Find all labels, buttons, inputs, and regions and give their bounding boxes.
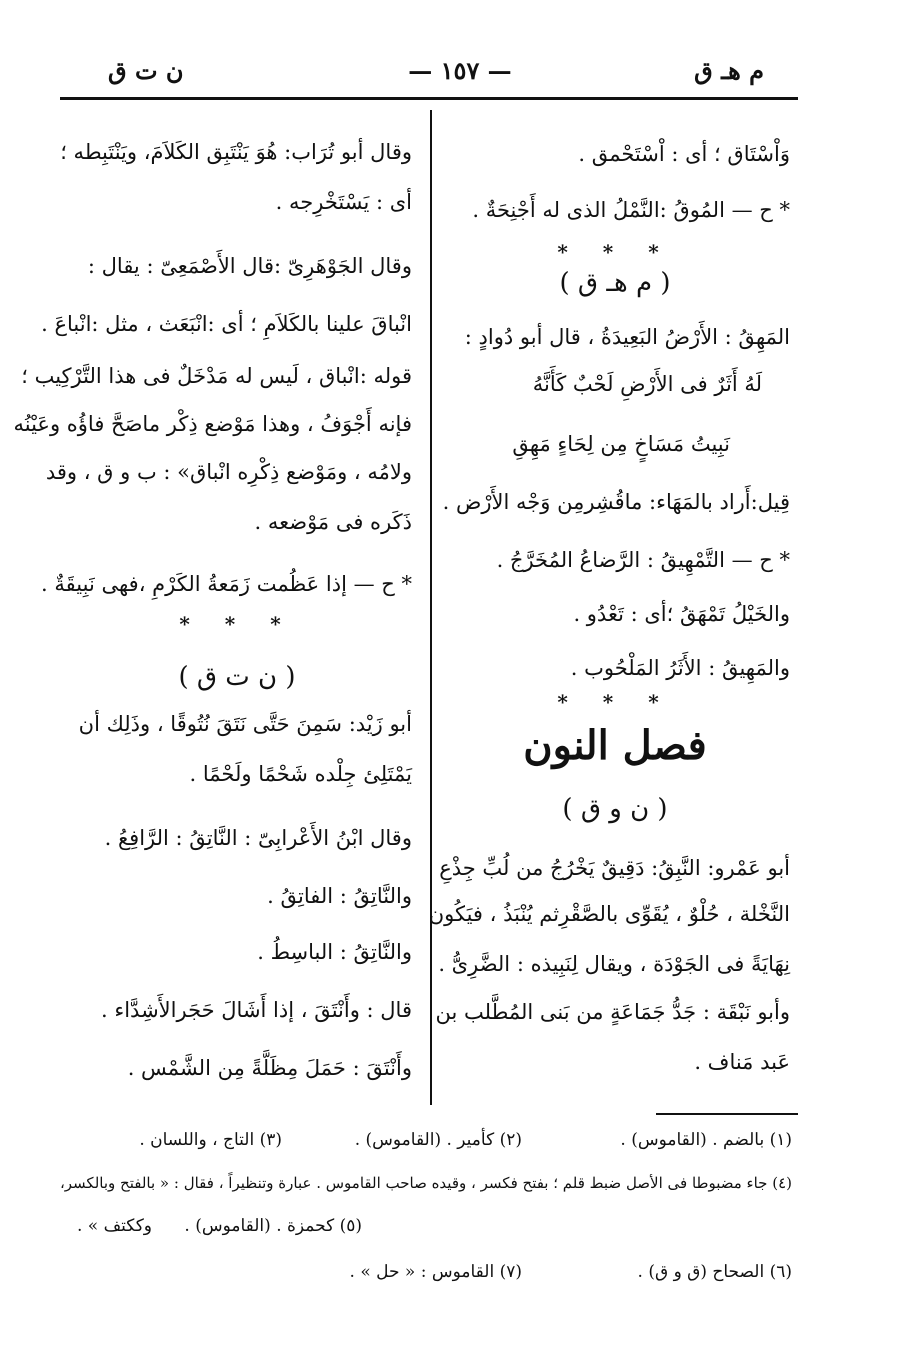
page-number: — ١٥٧ — xyxy=(408,56,512,85)
section-separator: * * * xyxy=(179,612,295,636)
text-line: انْباقَ علينا بالكَلاَمِ ؛ أى :انْبَعَث ، مثل :انْباعَ . xyxy=(41,312,412,336)
verse-line: لَهُ أَثَرٌ فى الأَرْضِ لَحْبٌ كَأَنَّهُ xyxy=(532,372,762,396)
text-line: قال : وأَنْتَقَ ، إذا أَشَالَ حَجَرالأَشِدَّاء . xyxy=(101,998,412,1022)
text-line: أبو زَيْد: سَمِنَ حَتَّى نَتَقَ نُتُوقًا ، وذَلِك أن xyxy=(78,712,412,736)
text-line: * ح — المُوقُ :النَّمْلُ الذى له أَجْنِحَةٌ . xyxy=(472,198,790,222)
text-line: والمَهِيقُ : الأَثَرُ المَلْحُوب . xyxy=(570,656,790,680)
text-line: أى : يَسْتَخْرِجه . xyxy=(275,190,412,214)
text-line: وقال الجَوْهَرِىّ :قال الأَصْمَعِىّ : يقال : xyxy=(87,254,412,278)
section-separator: * * * xyxy=(557,690,673,714)
chapter-heading: فصل النون xyxy=(523,722,707,769)
text-line: عَبد مَناف . xyxy=(694,1050,790,1074)
text-line: ذَكَره فى مَوْضعه . xyxy=(254,510,412,534)
section-separator: * * * xyxy=(557,240,673,264)
column-divider xyxy=(430,110,432,1105)
text-line: المَهِقُ : الأَرْضُ البَعِيدَةُ ، قال أبو دُوادٍ : xyxy=(464,325,790,349)
text-line: وأبو نَبْقَة : جَدُّ جَمَاعَةٍ من بَنى المُطَّلب بن xyxy=(435,1000,790,1024)
footnote-1: (١) بالضم . (القاموس) . xyxy=(620,1130,792,1150)
footnote-5: (٥) كحمزة . (القاموس) . xyxy=(184,1216,362,1236)
footnote-4: (٤) جاء مضبوطا فى الأصل ضبط قلم ؛ بفتح فكسر ، وقيده صاحب القاموس . عبارة وتنظيراً ، فقال : « بالفتح وبالكسر، xyxy=(59,1174,792,1192)
text-line: النَّخْلة ، حُلْوٌ ، يُقَوِّى بالصَّقْرِثم يُنْبَذُ ، فيَكُون xyxy=(428,902,790,926)
text-line: وَاْسْتَاق ؛ أى : اْسْتَحْمق . xyxy=(578,142,790,166)
text-line: ولامُه ، ومَوْضع ذِكْرِه انْباق» : ب و ق ، وقد xyxy=(45,460,412,484)
footnote-3: (٣) التاج ، واللسان . xyxy=(139,1130,282,1150)
text-line: وقال ابْنُ الأَعْرابِىّ : النَّاتِقُ : الرَّافِعُ . xyxy=(104,826,412,850)
root-heading: ( ن و ق ) xyxy=(562,794,668,824)
running-head-right: م هـ ق xyxy=(694,56,764,85)
page-header xyxy=(60,52,798,92)
header-rule xyxy=(60,97,798,100)
text-line: أبو عَمْرو: النَّبِقُ: دَقِيقٌ يَخْرُجُ من لُبِّ جِذْعِ xyxy=(439,856,790,880)
text-line: وأَنْتَقَ : حَمَلَ مِظَلَّةً مِن الشَّمْس . xyxy=(127,1056,412,1080)
text-line: يَمْتَلِئ جِلْده شَحْمًا ولَحْمًا . xyxy=(189,762,412,786)
verse-line: نَبِيتُ مَسَاخٍ مِن لِحَاءٍ مَهِقِ xyxy=(512,432,730,456)
text-line: قوله :انْباق ، لَيس له مَدْخَلٌ فى هذا التَّرْكِيب ؛ xyxy=(21,364,412,388)
text-line: وقال أبو تُرَاب: هُوَ يَنْتَبِق الكَلاَمَ، ويَنْتَبِطه ؛ xyxy=(60,140,412,164)
footnote-rule xyxy=(656,1113,798,1115)
text-line: نِهَايَةً فى الجَوْدَة ، ويقال لِنَبِيذه : الضَّرِىُّ . xyxy=(438,952,790,976)
text-line: والخَيْلُ تَمْهَقُ ؛أى : تَعْدُو . xyxy=(573,602,790,626)
footnote-6: (٦) الصحاح (ق و ق) . xyxy=(637,1262,792,1282)
text-line: قِيل:أَراد بالمَهَاء: ماقُشِرمِن وَجْه الأَرْض . xyxy=(442,490,790,514)
running-head-left: ن ت ق xyxy=(108,56,184,85)
text-line: والنَّاتِقُ : الباسِطُ . xyxy=(257,940,412,964)
text-line: فإنه أَجْوَفُ ، وهذا مَوْضع ذِكْر ماصَحَّ فاؤُه وعَيْنُه xyxy=(13,412,412,436)
text-line: * ح — التَّمْهِيقُ : الرَّضاعُ المُخَرَّجُ . xyxy=(496,548,790,572)
root-heading: ( م هـ ق ) xyxy=(559,268,671,298)
root-heading: ( ن ت ق ) xyxy=(178,662,296,692)
footnote-4-cont: وككتف » . xyxy=(76,1216,152,1236)
footnote-7: (٧) القاموس : « حل » . xyxy=(349,1262,522,1282)
text-line: * ح — إذا عَظُمت زَمَعةُ الكَرْمِ ،فهى نَبِيقَةٌ . xyxy=(41,572,412,596)
text-line: والنَّاتِقُ : الفاتِقُ . xyxy=(267,884,412,908)
footnote-2: (٢) كأمير . (القاموس) . xyxy=(354,1130,522,1150)
